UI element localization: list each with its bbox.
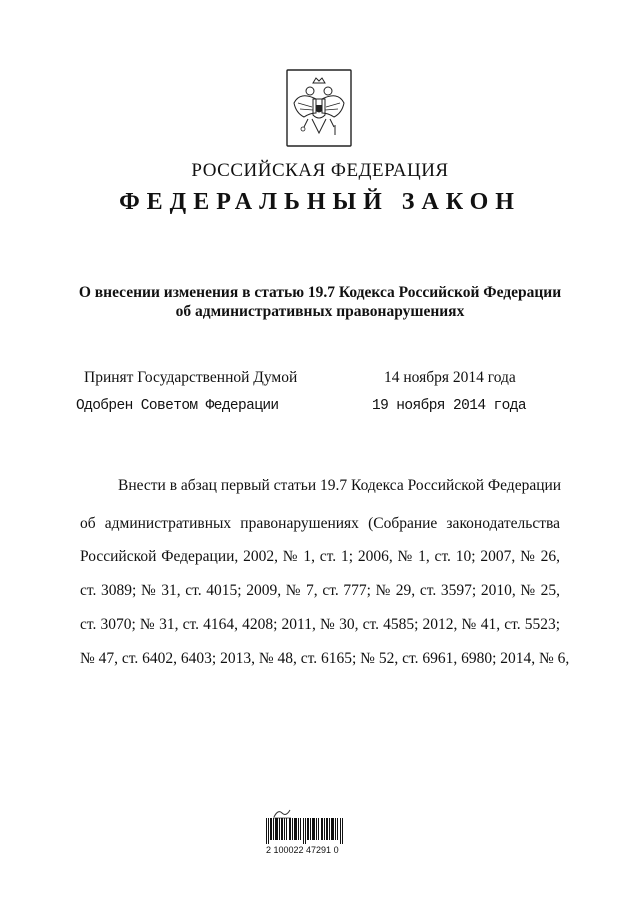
law-title-line: об административных правонарушениях bbox=[175, 303, 465, 320]
barcode bbox=[266, 818, 344, 844]
barcode-number: 2 100022 47291 0 bbox=[266, 845, 339, 855]
law-title-line: О внесении изменения в статью 19.7 Кодекса Российской Федерации bbox=[78, 284, 562, 301]
body-line: Внести в абзац первый статьи 19.7 Кодекса Российской Федерации bbox=[118, 477, 562, 494]
coat-of-arms-icon bbox=[286, 69, 352, 147]
approved-date: 19 ноября 2014 года bbox=[372, 398, 526, 414]
document-type-heading: ФЕДЕРАЛЬНЫЙ ЗАКОН bbox=[119, 189, 521, 215]
body-line: Российской Федерации, 2002, № 1, ст. 1; 2006, № 1, ст. 10; 2007, № 26, bbox=[80, 548, 560, 565]
country-heading: РОССИЙСКАЯ ФЕДЕРАЦИЯ bbox=[191, 160, 449, 181]
adopted-date: 14 ноября 2014 года bbox=[384, 369, 516, 386]
body-line: № 47, ст. 6402, 6403; 2013, № 48, ст. 6165; № 52, ст. 6961, 6980; 2014, № 6, bbox=[80, 650, 570, 667]
approved-label: Одобрен Советом Федерации bbox=[76, 398, 279, 414]
body-line: ст. 3070; № 31, ст. 4164, 4208; 2011, № 30, ст. 4585; 2012, № 41, ст. 5523; bbox=[80, 616, 560, 633]
law-title bbox=[60, 283, 580, 321]
body-line: ст. 3089; № 31, ст. 4015; 2009, № 7, ст. 777; № 29, ст. 3597; 2010, № 25, bbox=[80, 582, 560, 599]
adopted-label: Принят Государственной Думой bbox=[84, 369, 298, 386]
body-line: об административных правонарушениях (Собрание законодательства bbox=[80, 515, 560, 532]
